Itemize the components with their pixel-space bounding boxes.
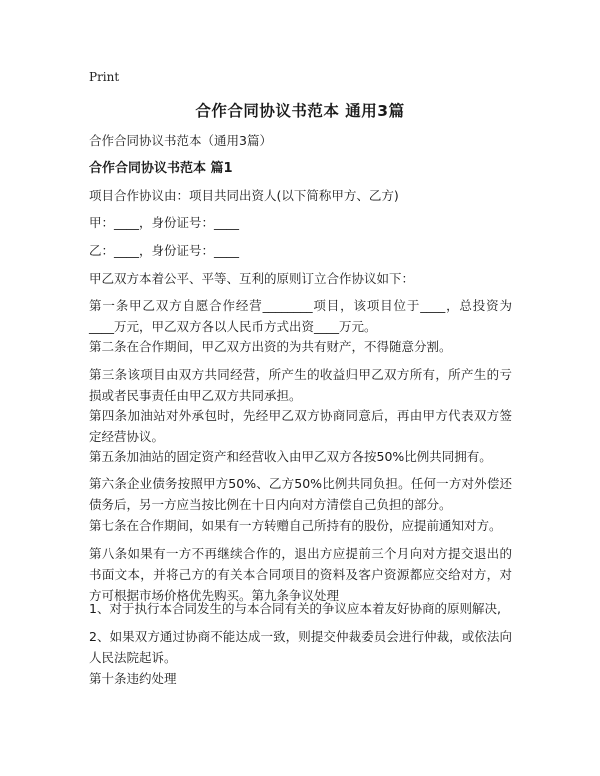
paragraph-article-1: 第一条甲乙双方自愿合作经营________项目，该项目位于____，总投资为____万元，甲乙双方各以人民币方式出资____万元。 [89,298,512,334]
paragraph-party-b: 乙：____，身份证号：____ [89,243,240,258]
paragraph-article-10: 第十条违约处理 [89,671,177,686]
section-heading: 合作合同协议书范本 篇1 [89,161,233,176]
paragraph-article-2: 第二条在合作期间，甲乙双方出资的为共有财产，不得随意分割。 [89,339,452,354]
print-link[interactable]: Print [89,70,120,84]
paragraph-article-3: 第三条该项目由双方共同经营，所产生的收益归甲乙双方所有，所产生的亏损或者民事责任由甲乙双方共同承担。 [89,367,512,403]
paragraph-article-7: 第七条在合作期间，如果有一方转赠自己所持有的股份，应提前通知对方。 [89,518,502,533]
paragraph-principle: 甲乙双方本着公平、平等、互利的原则订立合作协议如下： [89,271,415,286]
paragraph-article-8: 第八条如果有一方不再继续合作的，退出方应提前三个月向对方提交退出的书面文本，并将己方的有关本合同项目的资料及客户资源都应交给对方，对方可根据市场价格优先购买。第九条争议处理 [89,546,512,603]
paragraph-dispute-1: 1、对于执行本合同发生的与本合同有关的争议应本着友好协商的原则解决, [89,601,501,616]
paragraph-intro: 项目合作协议由：项目共同出资人(以下简称甲方、乙方) [89,188,399,203]
paragraph-article-6: 第六条企业债务按照甲方50%、乙方50%比例共同负担。任何一方对外偿还债务后，另一方应当按比例在十日内向对方清偿自己负担的部分。 [89,476,512,512]
paragraph-article-5: 第五条加油站的固定资产和经营收入由甲乙双方各按50%比例共同拥有。 [89,449,492,464]
paragraph-dispute-2: 2、如果双方通过协商不能达成一致，则提交仲裁委员会进行仲裁，或依法向人民法院起诉。 [89,629,512,665]
page-title: 合作合同协议书范本 通用3篇 [195,102,405,120]
paragraph-party-a: 甲：____，身份证号：____ [89,215,240,230]
document-subtitle: 合作合同协议书范本（通用3篇） [89,133,272,148]
paragraph-article-4: 第四条加油站对外承包时，先经甲乙双方协商同意后，再由甲方代表双方签定经营协议。 [89,408,512,444]
